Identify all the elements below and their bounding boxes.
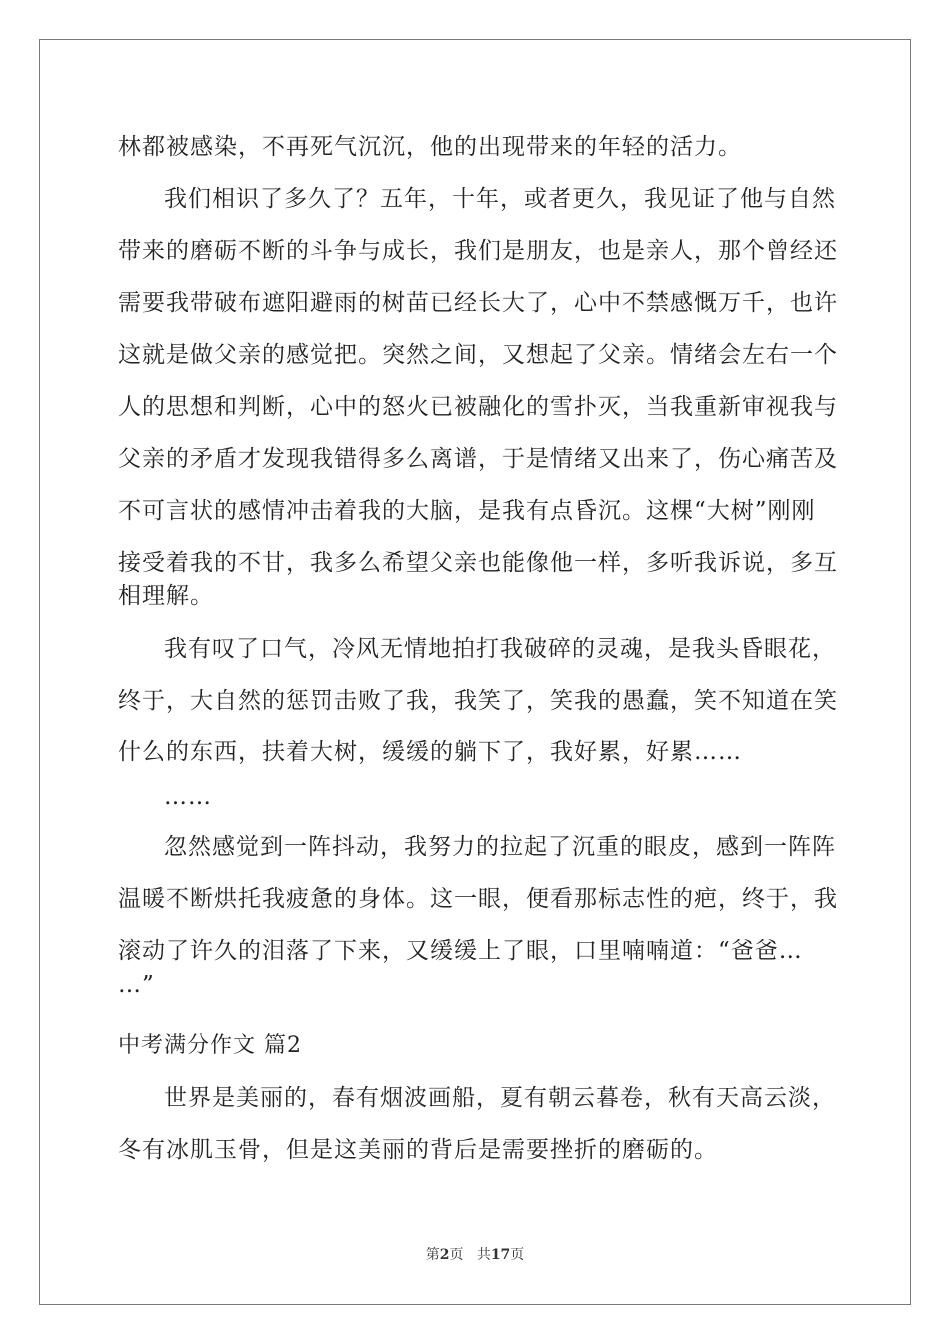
text-line: 接受着我的不甘，我多么希望父亲也能像他一样，多听我诉说，多互	[118, 550, 838, 576]
text-line: 什么的东西，扶着大树，缓缓的躺下了，我好累，好累……	[118, 739, 742, 765]
text-line: 需要我带破布遮阳避雨的树苗已经长大了，心中不禁感慨万千，也许	[118, 290, 838, 316]
text-line: ……	[164, 784, 212, 810]
text-line: 温暖不断烘托我疲惫的身体。这一眼，便看那标志性的疤，终于，我	[118, 886, 838, 912]
text-line: 滚动了许久的泪落了下来，又缓缓上了眼，口里喃喃道：“爸爸…	[118, 938, 803, 964]
text-line: 忽然感觉到一阵抖动，我努力的拉起了沉重的眼皮，感到一阵阵	[164, 834, 836, 860]
footer-page-number: 2	[439, 1247, 450, 1263]
text-line: …”	[118, 972, 155, 998]
text-line: 相理解。	[118, 583, 214, 609]
section-heading: 中考满分作文 篇2	[118, 1033, 302, 1058]
text-line: 人的思想和判断，心中的怒火已被融化的雪扑灭，当我重新审视我与	[118, 394, 838, 420]
footer-total-pages: 17	[490, 1247, 511, 1263]
text-line: 冬有冰肌玉骨，但是这美丽的背后是需要挫折的磨砺的。	[118, 1137, 718, 1163]
page-footer	[0, 1246, 950, 1264]
text-line: 带来的磨砺不断的斗争与成长，我们是朋友，也是亲人，那个曾经还	[118, 238, 838, 264]
page-frame	[39, 39, 911, 1305]
footer-total-prefix: 共	[476, 1247, 491, 1263]
text-line: 终于，大自然的惩罚击败了我，我笑了，笑我的愚蠢，笑不知道在笑	[118, 688, 838, 714]
footer-page-suffix: 页	[449, 1247, 464, 1263]
text-line: 林都被感染，不再死气沉沉，他的出现带来的年轻的活力。	[118, 134, 742, 160]
text-line: 这就是做父亲的感觉把。突然之间，又想起了父亲。情绪会左右一个	[118, 342, 838, 368]
text-line: 世界是美丽的，春有烟波画船，夏有朝云暮卷，秋有天高云淡，	[164, 1085, 836, 1111]
text-line: 不可言状的感情冲击着我的大脑，是我有点昏沉。这棵“大树”刚刚	[118, 498, 816, 524]
footer-total-suffix: 页	[510, 1247, 525, 1263]
footer-page-prefix: 第	[425, 1247, 440, 1263]
text-line: 我有叹了口气，冷风无情地拍打我破碎的灵魂，是我头昏眼花，	[164, 636, 836, 662]
text-line: 父亲的矛盾才发现我错得多么离谱，于是情绪又出来了，伤心痛苦及	[118, 446, 838, 472]
text-line: 我们相识了多久了？五年，十年，或者更久，我见证了他与自然	[164, 186, 836, 212]
